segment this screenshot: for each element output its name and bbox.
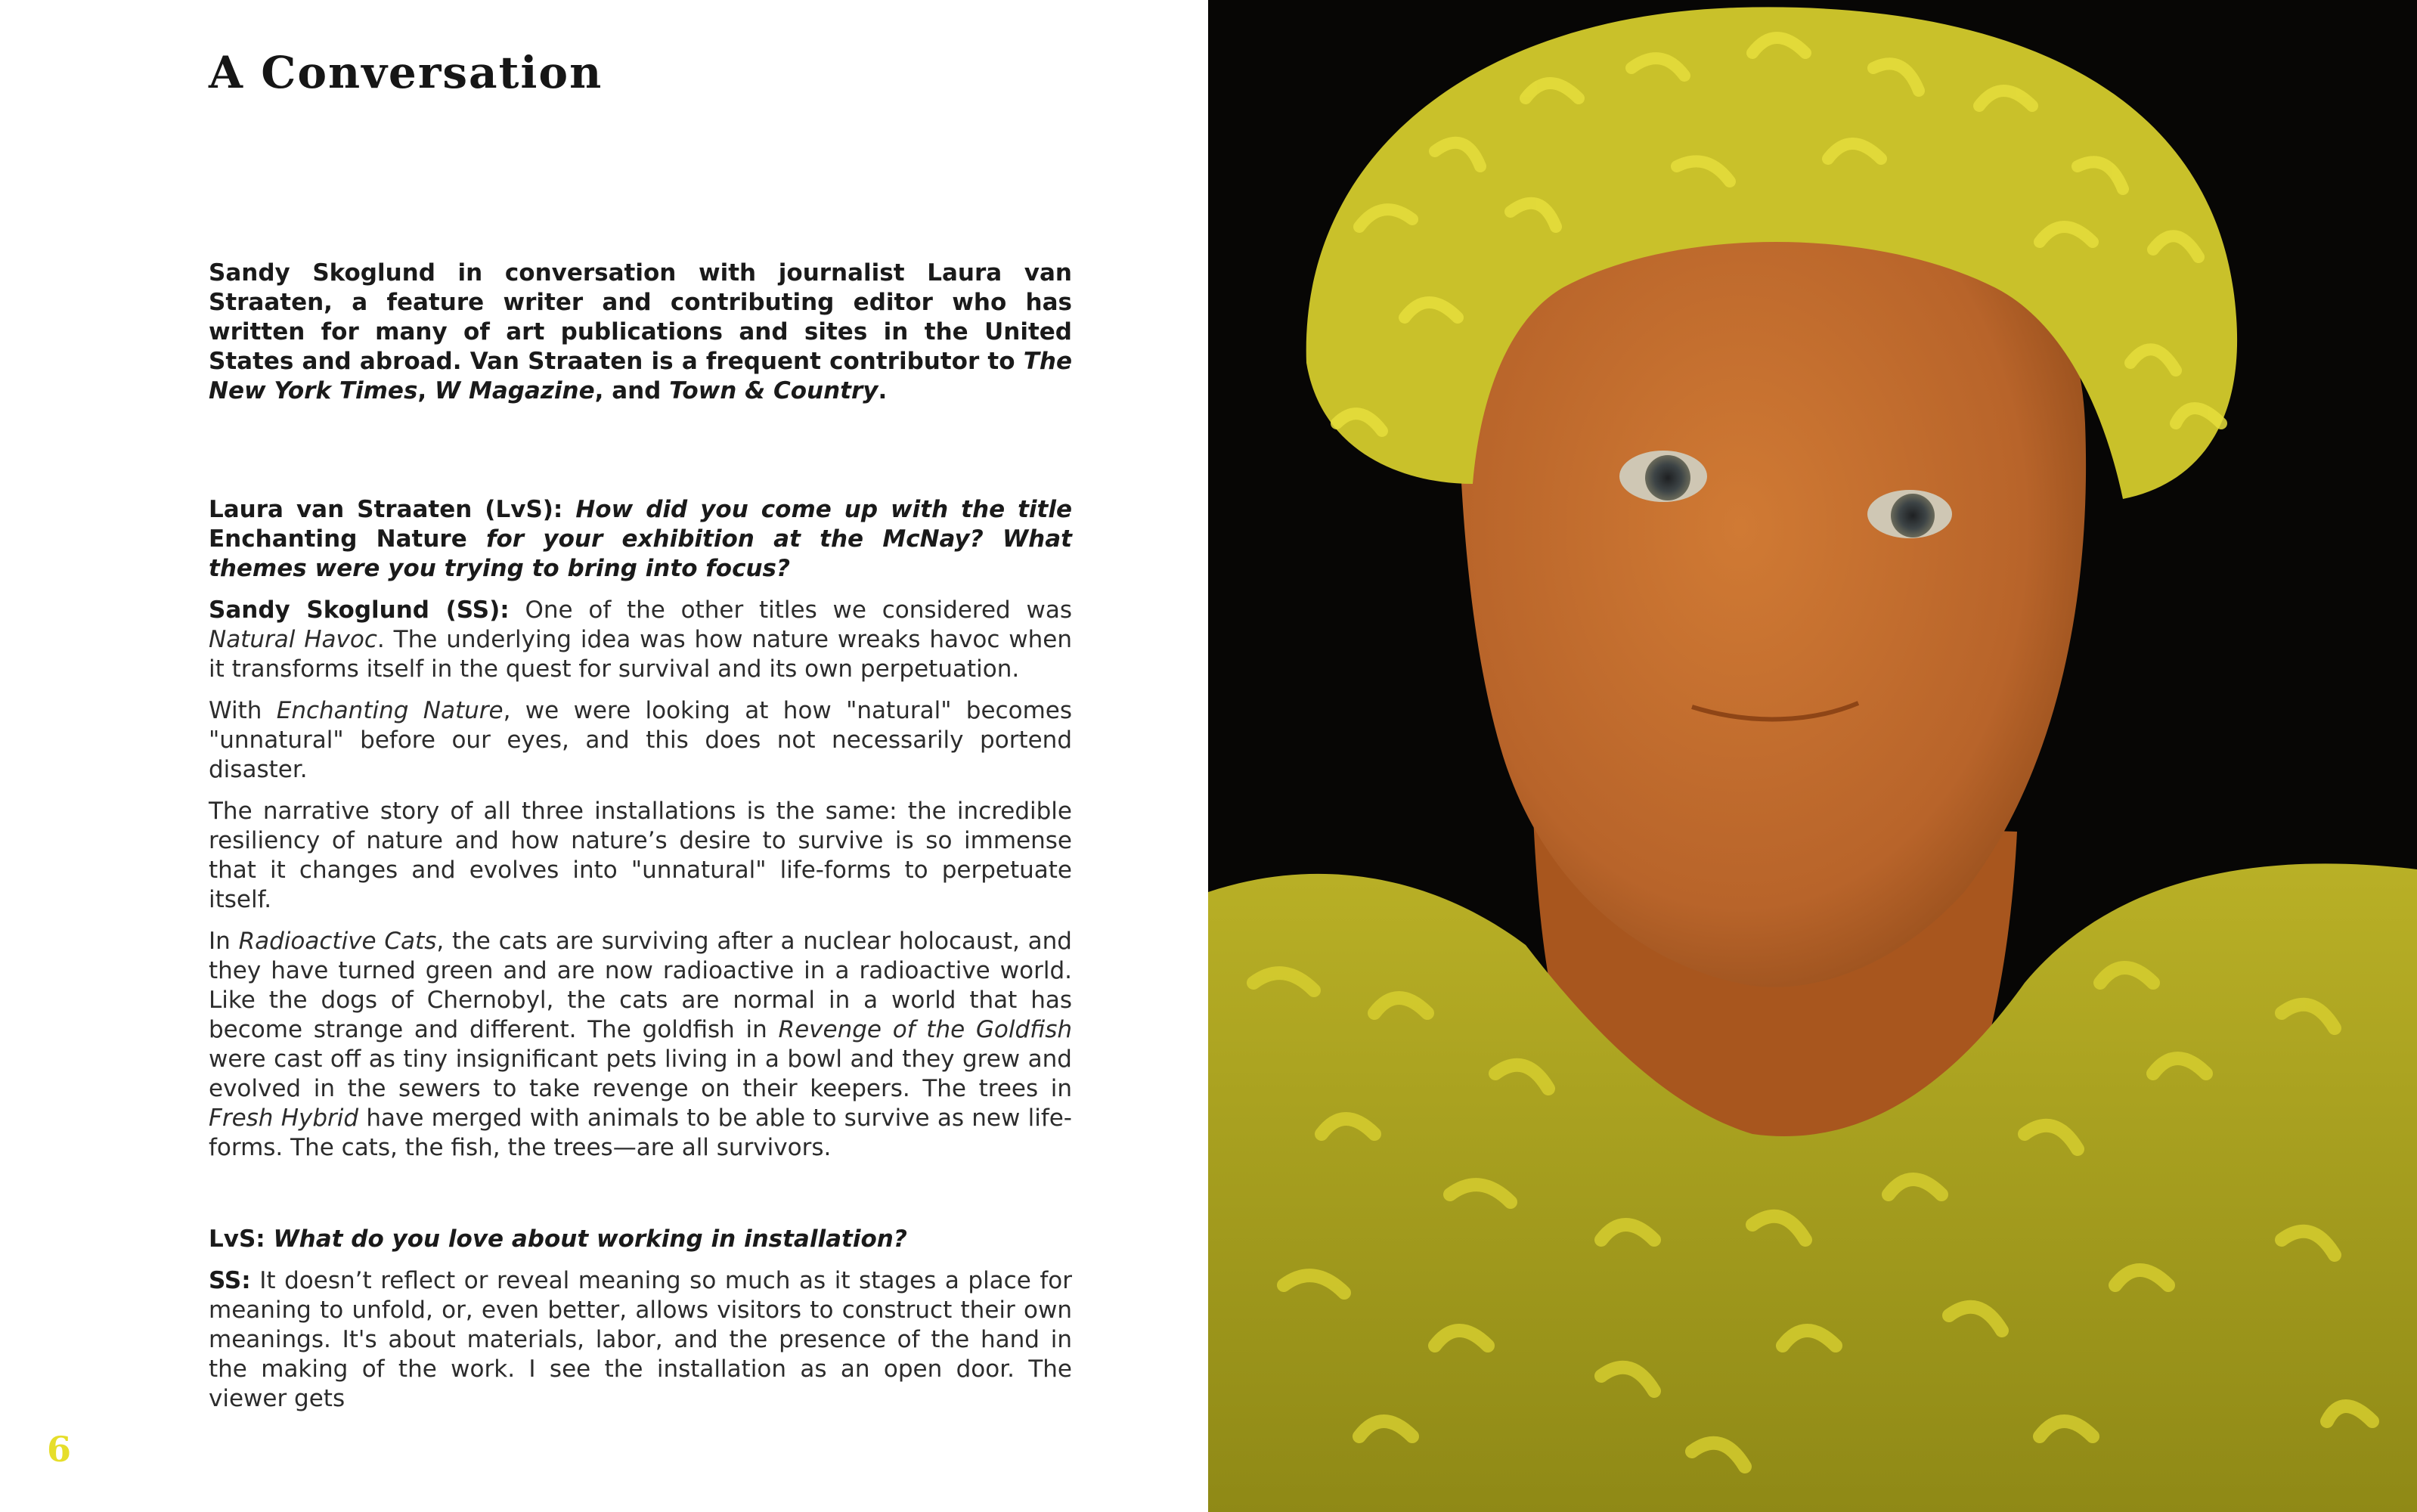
paragraph-2-title: Enchanting Nature <box>276 697 504 724</box>
answer-2-text: It doesn’t reflect or reveal meaning so much as it stages a place for meaning to unfold, or, even better, allows visitors to construct their own meanings. It's about materials, labor, and the presence of the hand in the making of the work. I see the installation as an open door. The viewer gets <box>209 1267 1072 1412</box>
left-page <box>0 0 1208 1512</box>
left-eye-iris <box>1645 455 1690 500</box>
answer-2-speaker: SS: <box>209 1267 251 1294</box>
sculpture-photo <box>1208 0 2417 1512</box>
paragraph-4-title-3: Fresh Hybrid <box>209 1105 359 1132</box>
intro-separator: , and <box>594 377 670 404</box>
paragraph-2-text: With <box>209 697 277 724</box>
right-eye-iris <box>1891 494 1935 538</box>
paragraph-4-text-d: have merged with animals to be able to survive as new life-forms. The cats, the fish, the trees—are all survivors. <box>209 1105 1072 1161</box>
question-2-speaker: LvS: <box>209 1225 265 1253</box>
question-1-text-b: for your exhibition at the McNay? What themes were you trying to bring into focus? <box>209 525 1072 582</box>
answer-2 <box>209 1266 1072 1414</box>
page-title: A Conversation <box>209 47 603 98</box>
question-1 <box>209 495 1072 584</box>
article-body <box>209 259 1072 1426</box>
photo-page <box>1208 0 2417 1512</box>
intro-end: . <box>878 377 888 404</box>
question-1-speaker: Laura van Straaten (LvS): <box>209 496 563 523</box>
answer-1-text-b: . The underlying idea was how nature wreaks havoc when it transforms itself in the quest for survival and its own perpetuation. <box>209 626 1072 683</box>
question-1-text: How did you come up with the title <box>562 496 1072 523</box>
answer-1-title: Natural Havoc <box>209 626 377 653</box>
paragraph-2 <box>209 696 1072 785</box>
intro-paragraph <box>209 259 1072 406</box>
paragraph-4-text: In <box>209 928 239 955</box>
paragraph-4-title-1: Radioactive Cats <box>238 928 437 955</box>
paragraph-4-text-b: , the cats are surviving after a nuclear holocaust, and they have turned green and are now radioactive in a radioactive world. Like the dogs of Chernobyl, the cats are normal in a world that has become strange and different. The goldfish in <box>209 928 1072 1043</box>
question-1-exhibition-title: Enchanting Nature <box>209 525 467 553</box>
paragraph-4 <box>209 927 1072 1163</box>
paragraph-4-text-c: were cast off as tiny insignificant pets living in a bowl and they grew and evolved in the sewers to take revenge on their keepers. The trees in <box>209 1046 1072 1102</box>
question-2 <box>209 1225 1072 1254</box>
paragraph-2-text-b: , we were looking at how "natural" becomes "unnatural" before our eyes, and this does not necessarily portend disaster. <box>209 697 1072 783</box>
intro-separator: , <box>417 377 435 404</box>
paragraph-4-title-2: Revenge of the Goldfish <box>778 1016 1072 1043</box>
question-2-text: What do you love about working in installation? <box>265 1225 907 1253</box>
answer-1-speaker: Sandy Skoglund (SS): <box>209 596 510 624</box>
page-number: 6 <box>47 1429 72 1470</box>
intro-text: Sandy Skoglund in conversation with journalist Laura van Straaten, a feature writer and contributing editor who has written for many of art publications and sites in the United States and abroad. Van Straaten is a frequent contributor to <box>209 259 1072 375</box>
answer-1 <box>209 596 1072 684</box>
intro-publication-nyt: The New York Times <box>209 348 1072 404</box>
answer-1-text: One of the other titles we considered was <box>509 596 1072 624</box>
intro-publication-wmag: W Magazine <box>434 377 595 404</box>
intro-publication-tc: Town & Country <box>669 377 878 404</box>
paragraph-3: The narrative story of all three installations is the same: the incredible resiliency of nature and how nature’s desire to survive is so immense that it changes and evolves into "unnatural" life-forms to perpetuate itself. <box>209 798 1072 913</box>
